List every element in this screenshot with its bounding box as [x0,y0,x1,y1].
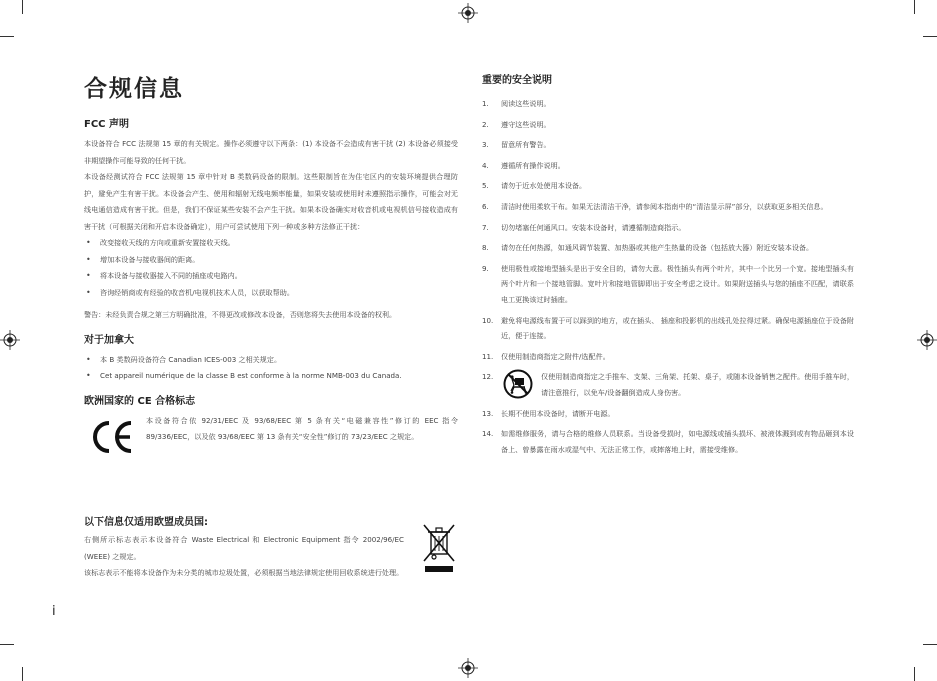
item-number: 12. [482,372,494,382]
registration-mark-icon [458,658,478,678]
eu-section [84,516,458,582]
list-item [482,426,854,457]
item-text: 切勿堵塞任何通风口。安装本设备时，请遵循制造商指示。 [501,222,686,232]
item-number: 13. [482,408,494,418]
list-item: • 改变接收天线的方向或重新安置接收天线。 [84,235,458,252]
fcc-paragraph: 本设备经测试符合 FCC 法规第 15 章中针对 B 类数码设备的限制。这些限制旨在为住宅区内的安装环境提供合理防护，避免产生有害干扰。本设备会产生、使用和辐射无线电频率能量，如果安装或使用时未遵照指示操作，可能会对无线电通信造成有害干扰。但是，我们不保证某些安装不会产生干扰。如果本设备确实对收音机或电视机信号接收造成有害干扰（可根据关闭和开启本设备确定），用户可尝试使用下列一种或多种方法修正干扰： [84,172,458,231]
registration-mark-icon [458,3,478,23]
canada-bullet-list [84,352,458,385]
list-item [482,137,854,153]
item-text: 遵守这些说明。 [501,119,551,129]
item-text: 遵循所有操作说明。 [501,160,565,170]
list-item: • Cet appareil numérique de la classe B est conforme à la norme NMB-003 du Canada. [84,368,458,385]
fcc-paragraph: 本设备符合 FCC 法规第 15 章的有关规定。操作必须遵守以下两条：(1) 本设备不会造成有害干扰 (2) 本设备必须接受非期望操作可能导致的任何干扰。 [84,139,458,165]
item-text: 请勿在任何热源，如通风调节装置、加热器或其他产生热量的设备（包括放大器）附近安装本设备。 [501,243,814,253]
item-text: 清洁时使用柔软干布。如果无法清洁干净，请参阅本指南中的“清洁显示屏”部分，以获取更多相关信息。 [501,201,828,211]
list-item [482,406,854,422]
safety-heading: 重要的安全说明 [482,75,552,86]
item-number: 3. [482,140,489,150]
item-text: 留意所有警告。 [501,140,551,150]
item-number: 4. [482,160,489,170]
list-item [482,220,854,236]
ce-mark-icon [90,417,134,457]
crop-mark [914,667,915,681]
left-column [84,74,458,457]
safety-list [482,96,854,457]
item-number: 6. [482,201,489,211]
item-text: 仅使用制造商指定之附件/选配件。 [501,351,610,361]
item-number: 2. [482,119,489,129]
item-text: 使用极性或接地型插头是出于安全目的，请勿大意。极性插头有两个叶片，其中一个比另一个宽。接地型插头有两个叶片和一个接地管脚。宽叶片和接地管脚即出于安全考虑之设计。如果附送插头与您的插座不匹配，请联系电工更换该过时插座。 [501,263,854,304]
canada-heading: 对于加拿大 [84,334,134,346]
list-item [482,349,854,365]
eu-heading: 以下信息仅适用欧盟成员国: [84,517,208,528]
eu-paragraph: 该标志表示不能将本设备作为未分类的城市垃圾处置，必须根据当地法律规定使用回收系统进行处理。 [84,568,404,577]
list-item: • 本 B 类数码设备符合 Canadian ICES-003 之相关规定。 [84,352,458,369]
list-item [482,199,854,215]
page-title: 合规信息 [84,76,184,102]
fcc-heading: FCC 声明 [84,119,129,130]
ce-text: 本设备符合依 92/31/EEC 及 93/68/EEC 第 5 条有关“电磁兼容性”修订的 EEC 指令 89/336/EEC，以及依 93/68/EEC 第 13 条有关“安全性”修订的 73/23/EEC 之规定。 [146,415,458,441]
item-number: 1. [482,99,489,108]
item-number: 9. [482,263,489,273]
cart-tip-warning-icon [503,369,533,399]
crop-mark [0,644,14,645]
list-item [482,240,854,256]
item-number: 14. [482,429,494,439]
list-item [482,117,854,133]
crop-mark [0,36,14,37]
crop-mark [923,644,937,645]
list-item: • 将本设备与接收器接入不同的插座或电路内。 [84,268,458,285]
registration-mark-icon [0,330,20,350]
canada-section [84,334,458,385]
list-item: • 咨询经销商或有经验的收音机/电视机技术人员，以获取帮助。 [84,285,458,302]
item-text: 请勿于近水处使用本设备。 [501,181,587,191]
list-item [482,313,854,344]
item-number: 5. [482,181,489,191]
item-number: 8. [482,243,489,253]
crop-mark [914,0,915,14]
item-text: 如需维修服务，请与合格的维修人员联系。当设备受损时，如电源线或插头损坏、被液体溅到或有物品砸到本设备上、曾暴露在雨水或湿气中、无法正常工作，或摔落地上时，需接受维修。 [501,429,854,454]
page-number: i [52,604,56,619]
crop-mark [923,36,937,37]
item-number: 10. [482,315,494,325]
fcc-bullet-list [84,235,458,301]
item-text: 仅使用制造商指定之手推车、支架、三角架、托架、桌子，或随本设备销售之配件。使用手推车时，请注意推行，以免车/设备翻倒造成人身伤害。 [541,372,854,397]
crop-mark [22,667,23,681]
item-number: 11. [482,351,494,361]
list-item [482,158,854,174]
eu-paragraph: 右侧所示标志表示本设备符合 Waste Electrical 和 Electronic Equipment 指令 2002/96/EC (WEEE) 之规定。 [84,535,404,561]
list-item [482,96,854,112]
ce-heading: 欧洲国家的 CE 合格标志 [84,395,196,407]
list-item [482,261,854,308]
crop-mark [22,0,23,14]
list-item [482,178,854,194]
item-text: 避免将电源线布置于可以踩到的地方，或在插头、 插座和投影机的出线孔处拉得过紧。确保电源插座位于设备附近，便于连接。 [501,315,854,341]
item-number: 7. [482,222,489,232]
fcc-section [84,118,458,324]
registration-mark-icon [917,330,937,350]
crossed-bin-icon [422,522,456,574]
fcc-warning: 警告：未经负责合规之第三方明确批准，不得更改或修改本设备，否则您将失去使用本设备的权利。 [84,310,397,319]
list-item [482,369,854,400]
item-text: 阅读这些说明。 [501,99,551,108]
right-column [482,74,854,462]
ce-section [84,395,458,457]
item-text: 长期不使用本设备时，请断开电源。 [501,408,615,418]
list-item: • 增加本设备与接收器间的距离。 [84,252,458,269]
